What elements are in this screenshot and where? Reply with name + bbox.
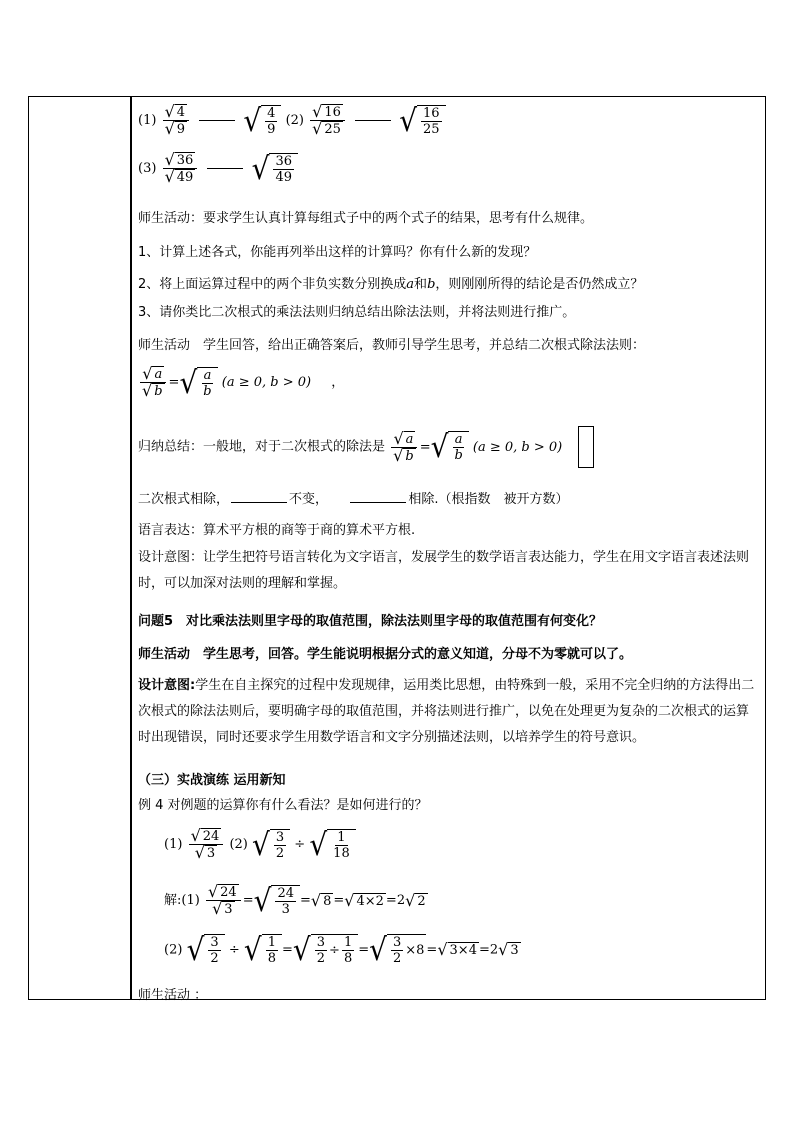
fraction: √ 36 √ 49	[163, 152, 198, 185]
language-expression: 语言表达：算术平方根的商等于商的算术平方根.	[138, 523, 416, 538]
exercise-row-2	[138, 149, 298, 187]
activity-4: 师生活动 ：	[138, 988, 208, 1003]
rule-fill-in: 二次根式相除， 不变， 相除.（根指数 被开方数）	[138, 492, 569, 507]
blank-1	[231, 492, 287, 503]
design-intent-1: 设计意图：让学生把符号语言转化为文字语言，发展学生的数学语言表达能力，学生在用文字语言表述法则时，可以加深对法则的理解和掌握。	[138, 550, 750, 591]
solution-1: 解:(1) √ 24 √ 3 = √ $\frac{24}{3}$ = √ 8 = √ 4×2 =2 √ 2	[164, 881, 426, 919]
blank-2	[350, 492, 406, 503]
item-label: (3)	[138, 161, 157, 176]
exercise-row-1	[138, 101, 446, 139]
radical: √ $\frac{36}{49}$	[252, 153, 298, 185]
item-label: (1)	[138, 113, 157, 128]
example-expressions: (1) √ 24 √ 3 (2) √ $\frac{3}{2}$ ÷ √ $\frac{1}{18}$	[164, 828, 356, 861]
item-label: (2)	[285, 113, 305, 128]
design-intent-2: 设计意图:学生在自主探究的过程中发现规律，运用类比思想，由特殊到一般，采用不完全归纳的方法得出二次根式的除法法则后，要明确字母的取值范围，并将法则进行推广，以免在处理更为复杂的二次根式的运算时出现错误，同时还要求学生用数学语言和文字分别描述法则，以培养学生的符号意识。	[138, 678, 755, 745]
column-divider	[130, 96, 132, 1000]
answer-box	[578, 426, 594, 468]
blank-dash	[355, 120, 391, 121]
fraction: √ 4 √ 9	[163, 104, 189, 137]
section-3-heading: （三）实战演练 运用新知	[138, 773, 286, 788]
question-2: 2、将上面运算过程中的两个非负实数分别换成a和b，则刚刚所得的结论是否仍然成立？	[138, 277, 644, 292]
activity-2: 师生活动 学生回答，给出正确答案后，教师引导学生思考，并总结二次根式除法法则：	[138, 338, 646, 353]
question-1: 1、计算上述各式，你能再列举出这样的计算吗？你有什么新的发现？	[138, 245, 537, 260]
division-rule-formula: √ a √ b = √ $\frac{a}{b}$ (a ≥ 0, b > 0) ，	[142, 363, 345, 401]
blank-dash	[207, 168, 243, 169]
fraction: √ 16 √ 25	[310, 104, 345, 137]
solution-2: (2) √ $\frac{3}{2}$ ÷ √ $\frac{1}{8}$ = √ $\frac{3}{2}$ ÷ $\frac{1}{8}$ = √ $\frac{3}{2}$ ×8 = √ 3×4 =2 √ 3	[164, 931, 519, 968]
summary: 归纳总结：一般地，对于二次根式的除法是 √ a √ b = √ $\frac{a}{b}$ (a ≥ 0, b > 0)	[138, 426, 594, 468]
problem-5: 问题5 对比乘法法则里字母的取值范围，除法法则里字母的取值范围有何变化？	[138, 614, 603, 629]
blank-dash	[199, 120, 235, 121]
example-4: 例 4 对例题的运算你有什么看法？是如何进行的？	[138, 798, 428, 813]
radical: √ $\frac{16}{25}$	[399, 105, 445, 137]
activity-1: 师生活动：要求学生认真计算每组式子中的两个式子的结果，思考有什么规律。	[138, 211, 594, 226]
activity-3: 师生活动 学生思考，回答。学生能说明根据分式的意义知道，分母不为零就可以了。	[138, 647, 633, 662]
question-3: 3、请你类比二次根式的乘法法则归纳总结出除法法则，并将法则进行推广。	[138, 305, 576, 320]
radical: √ $\frac{4}{9}$	[243, 105, 281, 137]
